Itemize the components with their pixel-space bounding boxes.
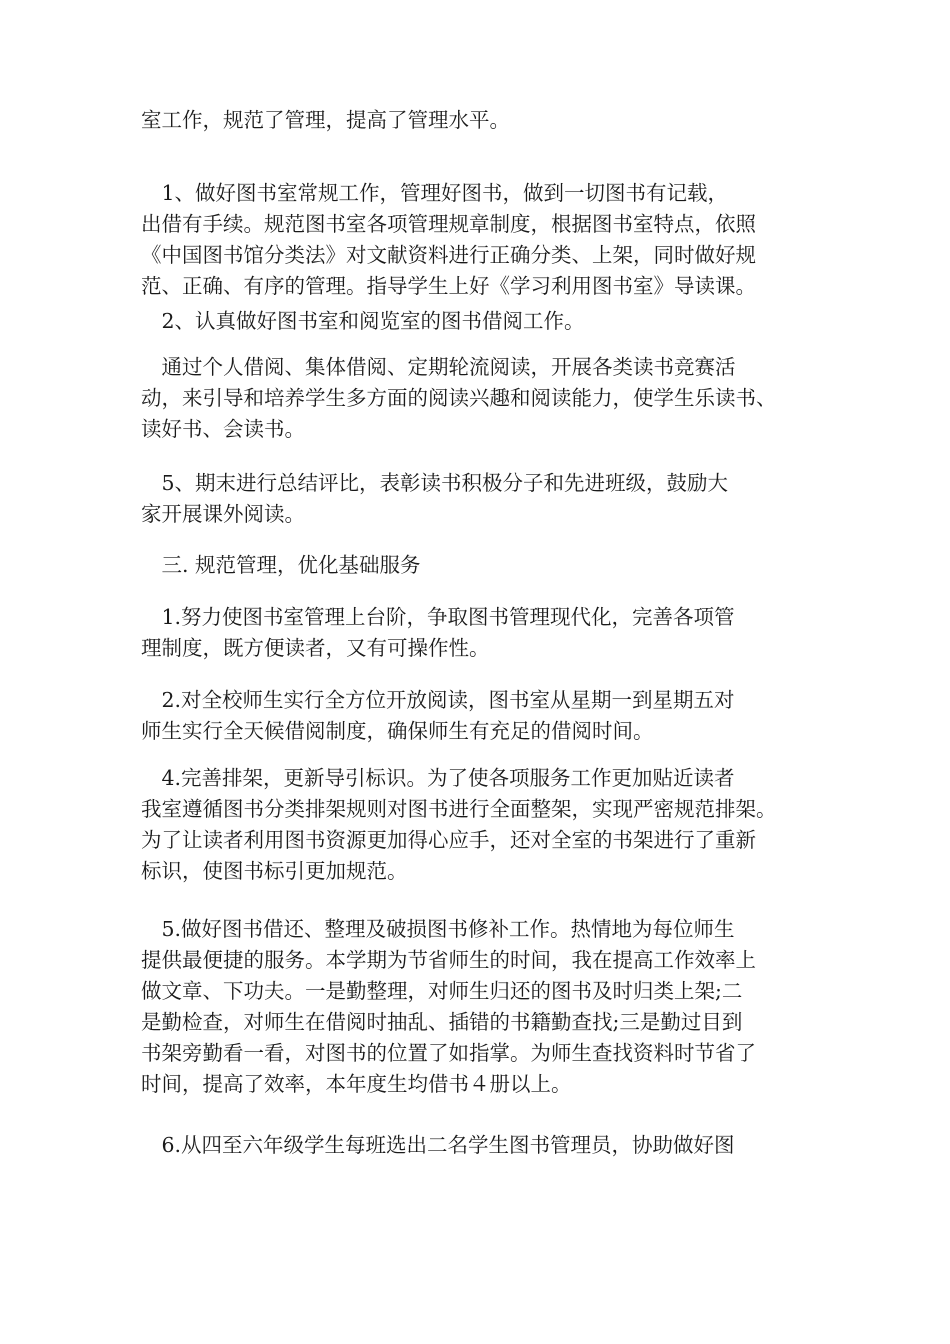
text-line: 室工作，规范了管理，提高了管理水平。: [141, 108, 510, 132]
text-line: 读好书、会读书。: [141, 417, 305, 441]
text-line: 通过个人借阅、集体借阅、定期轮流阅读，开展各类读书竞赛活: [141, 355, 736, 379]
paragraph: [141, 352, 821, 445]
paragraph: [141, 105, 821, 136]
text-line: 三. 规范管理，优化基础服务: [141, 553, 421, 577]
paragraph: [141, 602, 821, 664]
text-line: 为了让读者利用图书资源更加得心应手，还对全室的书架进行了重新: [141, 828, 756, 852]
text-line: 1.努力使图书室管理上台阶，争取图书管理现代化，完善各项管: [141, 605, 735, 629]
paragraph: [141, 1130, 821, 1161]
text-line: 是勤检查，对师生在借阅时抽乱、插错的书籍勤查找;三是勤过目到: [141, 1010, 743, 1034]
text-line: 《中国图书馆分类法》对文献资料进行正确分类、上架，同时做好规: [141, 243, 756, 267]
paragraph: [141, 763, 821, 887]
paragraph: [141, 914, 821, 1100]
text-line: 5、期末进行总结评比，表彰读书积极分子和先进班级，鼓励大: [141, 471, 729, 495]
paragraph: [141, 178, 821, 302]
paragraph: [141, 306, 821, 337]
text-line: 做文章、下功夫。一是勤整理，对师生归还的图书及时归类上架;二: [141, 979, 743, 1003]
text-line: 2、认真做好图书室和阅览室的图书借阅工作。: [141, 309, 585, 333]
text-line: 范、正确、有序的管理。指导学生上好《学习利用图书室》导读课。: [141, 274, 756, 298]
text-line: 书架旁勤看一看，对图书的位置了如指掌。为师生查找资料时节省了: [141, 1041, 756, 1065]
text-line: 1、做好图书室常规工作，管理好图书，做到一切图书有记载，: [141, 181, 729, 205]
text-line: 提供最便捷的服务。本学期为节省师生的时间，我在提高工作效率上: [141, 948, 756, 972]
paragraph: [141, 468, 821, 530]
text-line: 家开展课外阅读。: [141, 502, 305, 526]
text-line: 动，来引导和培养学生多方面的阅读兴趣和阅读能力，使学生乐读书、: [141, 386, 777, 410]
paragraph: [141, 685, 821, 747]
text-line: 标识，使图书标引更加规范。: [141, 859, 408, 883]
text-line: 5.做好图书借还、整理及破损图书修补工作。热情地为每位师生: [141, 917, 735, 941]
text-line: 出借有手续。规范图书室各项管理规章制度，根据图书室特点，依照: [141, 212, 756, 236]
text-line: 理制度，既方便读者，又有可操作性。: [141, 636, 490, 660]
section-heading: [141, 550, 821, 581]
text-line: 师生实行全天候借阅制度，确保师生有充足的借阅时间。: [141, 719, 654, 743]
text-line: 我室遵循图书分类排架规则对图书进行全面整架，实现严密规范排架。: [141, 797, 777, 821]
text-line: 时间，提高了效率，本年度生均借书４册以上。: [141, 1072, 572, 1096]
text-line: 4.完善排架，更新导引标识。为了使各项服务工作更加贴近读者: [141, 766, 735, 790]
text-line: 6.从四至六年级学生每班选出二名学生图书管理员，协助做好图: [141, 1133, 735, 1157]
text-line: 2.对全校师生实行全方位开放阅读，图书室从星期一到星期五对: [141, 688, 735, 712]
